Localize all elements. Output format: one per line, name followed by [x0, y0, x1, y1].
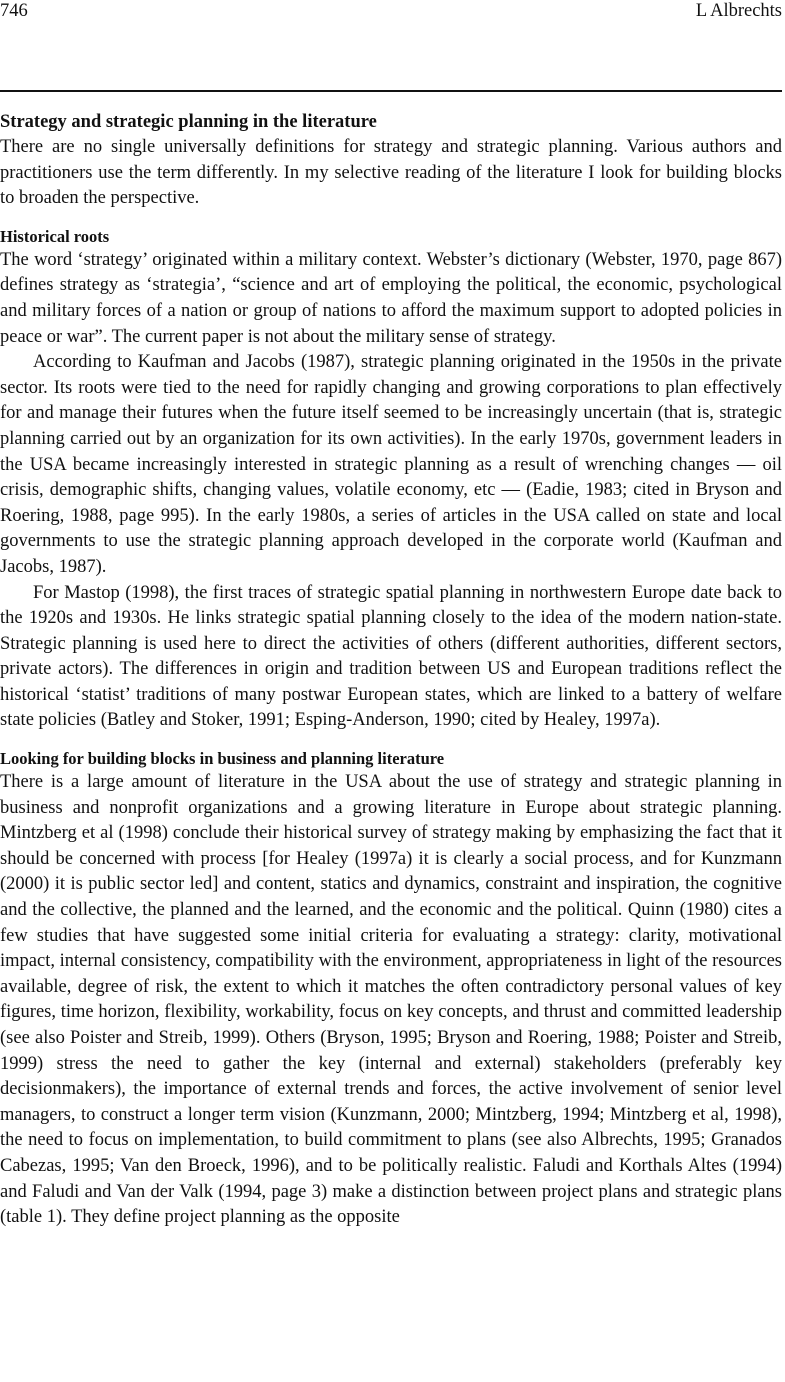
paragraph: The word ‘strategy’ originated within a military context. Webster’s dictionary (Webster, 1970, page 867) defines strategy as ‘strategia’, “science and art of employing the political, the economic, psychological and military forces of a nation or group of nations to afford the maximum support to adopted policies in peace or war”. The current paper is not about the military sense of strategy. [0, 249, 782, 347]
subheading-historical-roots: Historical roots [0, 226, 110, 246]
spacer [0, 734, 782, 748]
running-head-author: L Albrechts [695, 1, 782, 21]
subheading-building-blocks: Looking for building blocks in business and planning literature [0, 749, 445, 769]
paragraph: For Mastop (1998), the first traces of strategic spatial planning in northwestern Europe date back to the 1920s and 1930s. He links strategic spatial planning closely to the idea of the modern nation-state. Strategic planning is used here to direct the activities of others (different authorities, different sectors, private actors). The differences in origin and tradition between US and European traditions reflect the historical ‘statist’ traditions of many postwar European states, which are linked to a battery of welfare state policies (Batley and Stoker, 1991; Esping-Anderson, 1990; cited by Healey, 1997a). [0, 582, 782, 731]
section-intro-paragraph: There are no single universally definitions for strategy and strategic planning. Various authors and practitioners use the term differently. In my selective reading of the literature I look for building blocks to broaden the perspective. [0, 137, 782, 209]
spacer [0, 212, 782, 226]
article-body [0, 110, 782, 1231]
section-heading: Strategy and strategic planning in the literature [0, 112, 377, 132]
page-number: 746 [0, 1, 28, 21]
running-head [0, 0, 782, 22]
paragraph: According to Kaufman and Jacobs (1987), strategic planning originated in the 1950s in the private sector. Its roots were tied to the need for rapidly changing and growing corporations to plan effectively for and manage their futures when the future itself seemed to be increasingly uncertain (that is, strategic planning carried out by an organization for its own activities). In the early 1970s, government leaders in the USA became increasingly interested in strategic planning as a result of wrenching changes — oil crisis, demographic shifts, changing values, volatile economy, etc — (Eadie, 1983; cited in Bryson and Roering, 1988, page 995). In the early 1980s, a series of articles in the USA called on state and local governments to use the strategic planning approach developed in the corporate world (Kaufman and Jacobs, 1987). [0, 352, 782, 577]
paragraph: There is a large amount of literature in the USA about the use of strategy and strategic planning in business and nonprofit organizations and a growing literature in Europe about strategic planning. Mintzberg et al (1998) conclude their historical survey of strategy making by emphasizing the fact that it should be concerned with process [for Healey (1997a) it is clearly a social process, and for Kunzmann (2000) it is public sector led] and content, statics and dynamics, constraint and inspiration, the cognitive and the collective, the planned and the learned, and the economic and the political. Quinn (1980) cites a few studies that have suggested some initial criteria for evaluating a strategy: clarity, motivational impact, internal consistency, compatibility with the environment, appropriateness in light of the resources available, degree of risk, the extent to which it matches the often contradictory personal values of key figures, time horizon, flexibility, workability, focus on key concepts, and thrust and committed leadership (see also Poister and Streib, 1999). Others (Bryson, 1995; Bryson and Roering, 1988; Poister and Streib, 1999) stress the need to gather the key (internal and external) stakeholders (preferably key decisionmakers), the importance of external trends and forces, the active involvement of senior level managers, to construct a longer term vision (Kunzmann, 2000; Mintzberg, 1994; Mintzberg et al, 1998), the need to focus on implementation, to build commitment to plans (see also Albrechts, 1995; Granados Cabezas, 1995; Van den Broeck, 1996), and to be politically realistic. Faludi and Korthals Altes (1994) and Faludi and Van der Valk (1994, page 3) make a distinction between project plans and strategic plans (table 1). They define project planning as the opposite [0, 772, 782, 1228]
header-rule [0, 90, 782, 92]
